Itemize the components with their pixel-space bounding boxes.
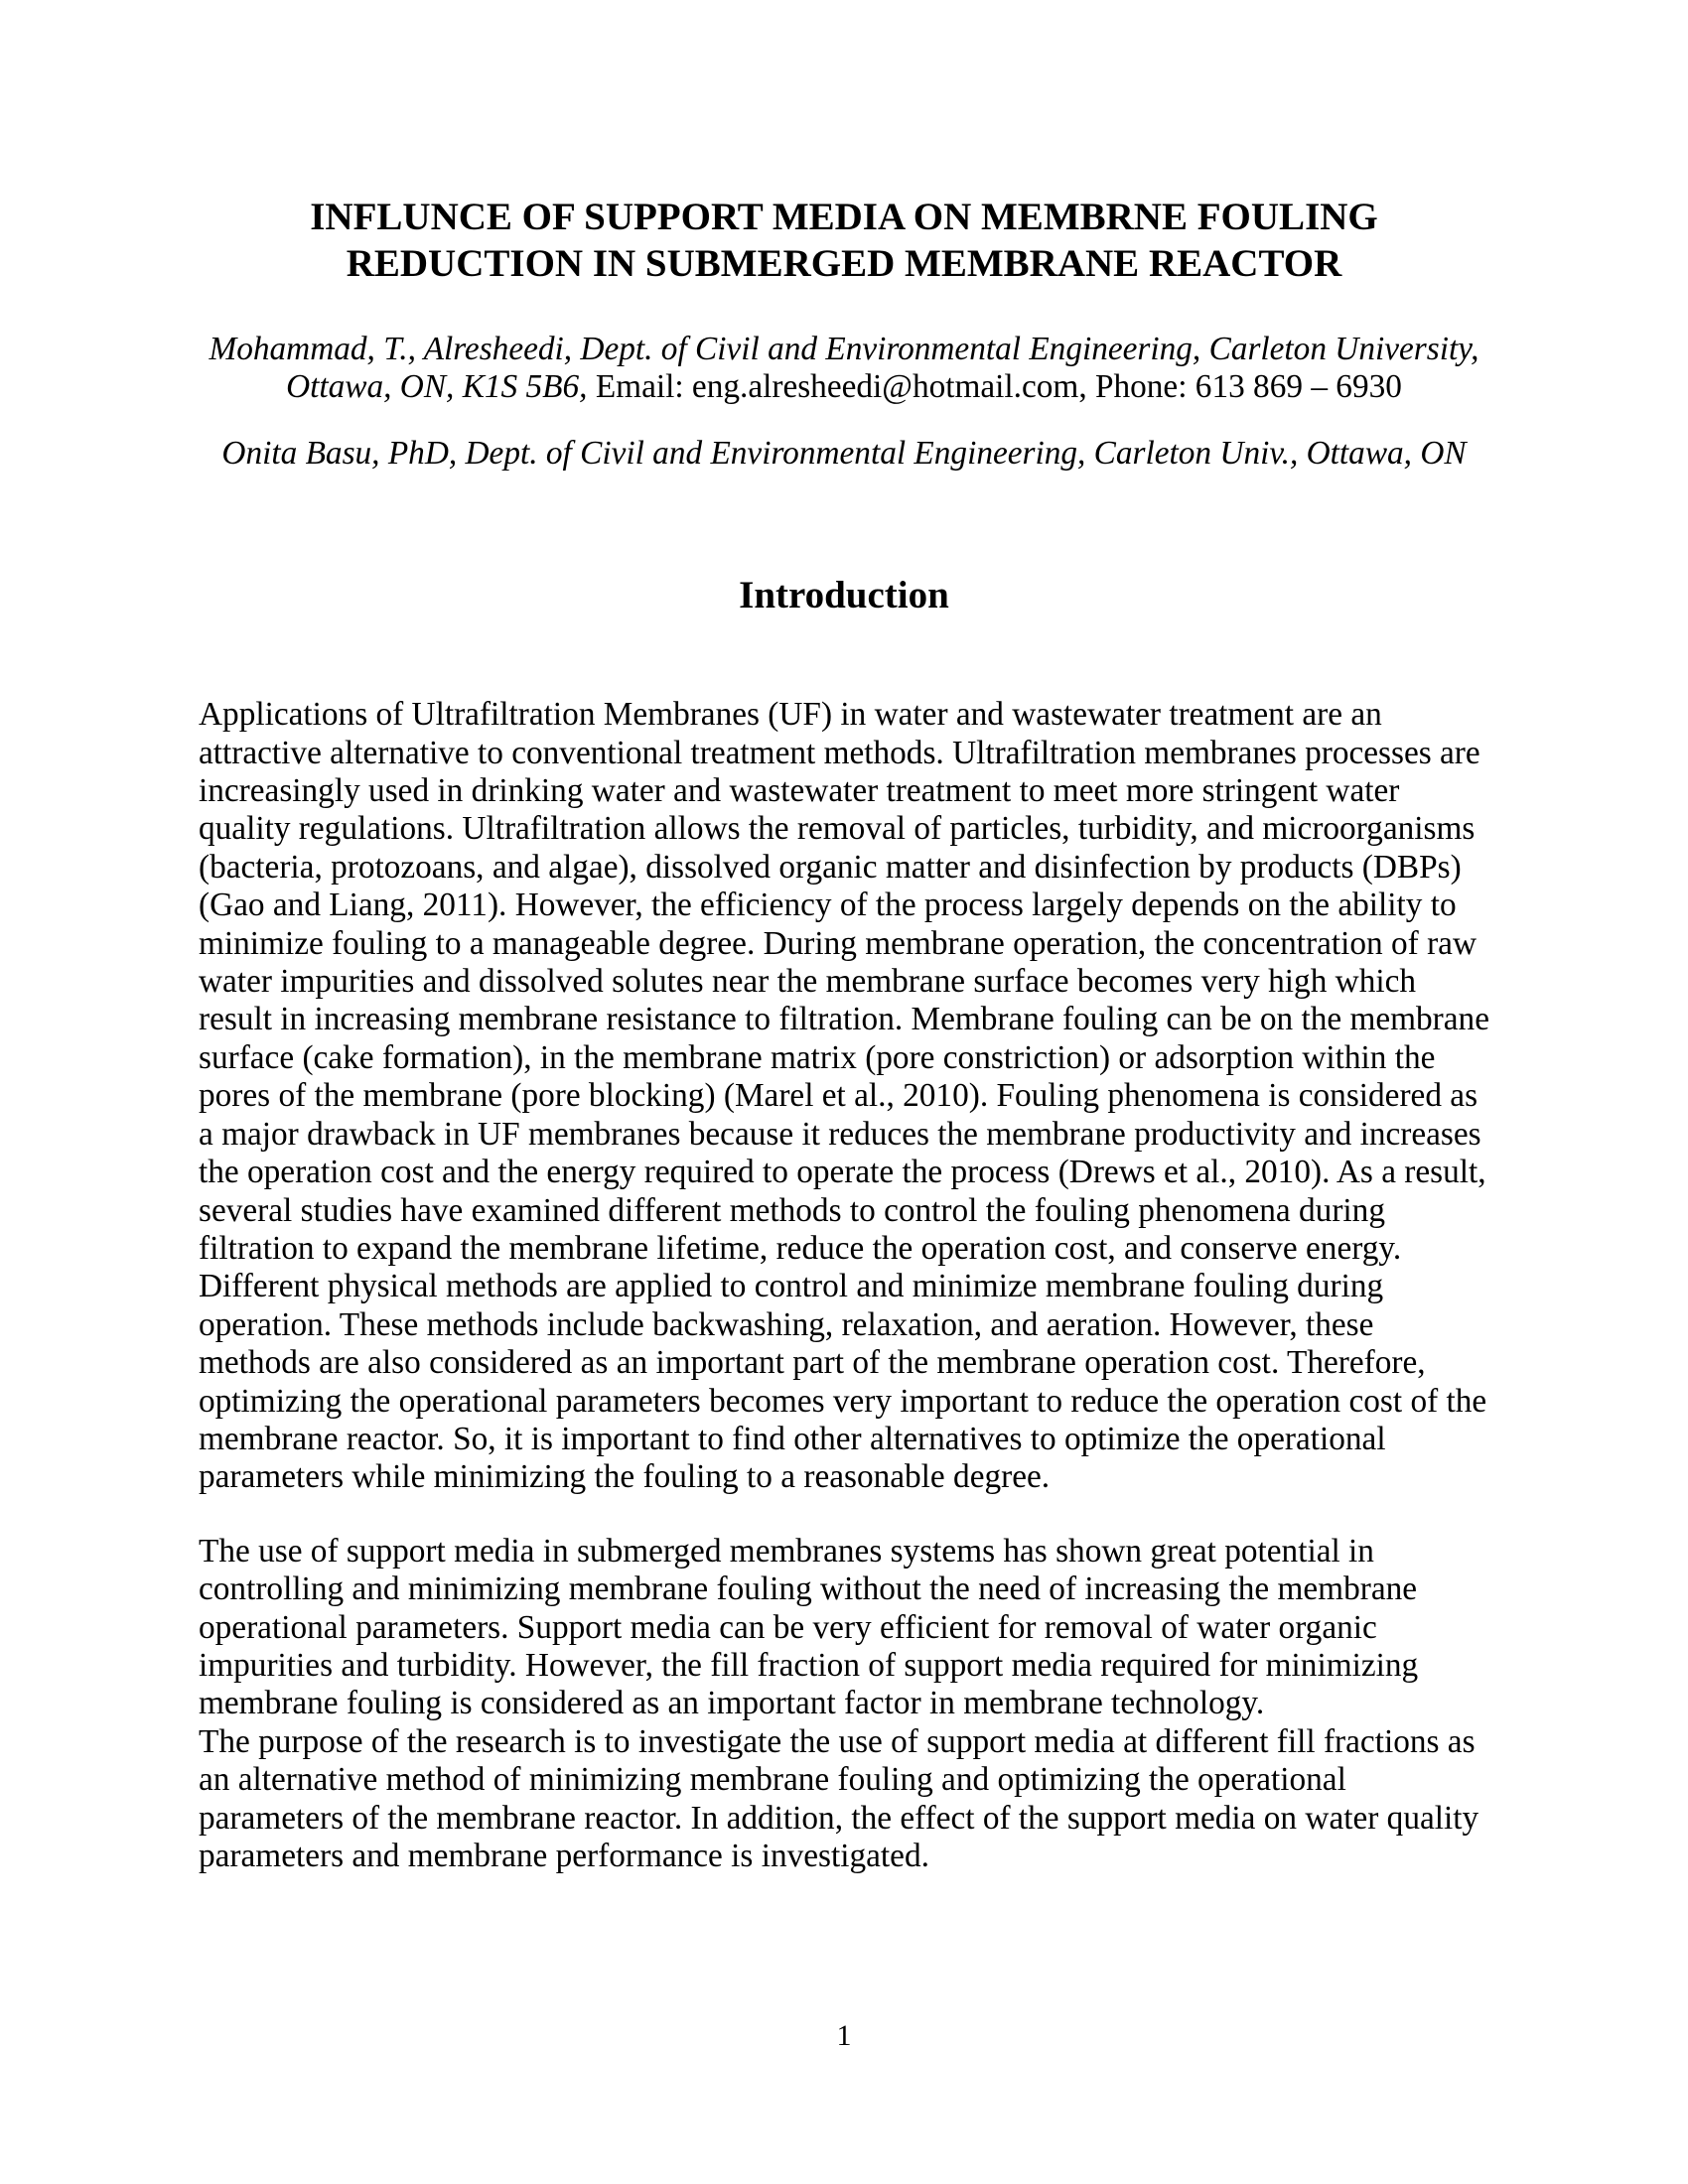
section-heading-introduction: Introduction xyxy=(739,574,949,617)
author-block-1 xyxy=(199,331,1489,407)
paper-title xyxy=(199,194,1489,287)
page-number: 1 xyxy=(836,2019,852,2052)
paragraph-intro-2-part2: The purpose of the research is to investigate the use of support media at different fill fractions as an alternative method of minimizing membrane fouling and optimizing the operational parameters of the membrane reactor. In addition, the effect of the support media on water quality parameters and membrane performance is investigated. xyxy=(199,1722,1479,1874)
author-block-2: Onita Basu, PhD, Dept. of Civil and Environmental Engineering, Carleton Univ., Ottawa, ON xyxy=(221,434,1467,472)
paragraph-intro-2 xyxy=(199,1533,1489,1876)
paragraph-intro-1: Applications of Ultrafiltration Membranes (UF) in water and wastewater treatment are an attractive alternative to conventional treatment methods. Ultrafiltration membranes processes are increasingly used in drinking water and wastewater treatment to meet more stringent water quality regulations. Ultrafiltration allows the removal of particles, turbidity, and microorganisms (bacteria, protozoans, and algae), dissolved organic matter and disinfection by products (DBPs) (Gao and Liang, 2011). However, the efficiency of the process largely depends on the ability to minimize fouling to a manageable degree. During membrane operation, the concentration of raw water impurities and dissolved solutes near the membrane surface becomes very high which result in increasing membrane resistance to filtration. Membrane fouling can be on the membrane surface (cake formation), in the membrane matrix (pore constriction) or adsorption within the pores of the membrane (pore blocking) (Marel et al., 2010). Fouling phenomena is considered as a major drawback in UF membranes because it reduces the membrane productivity and increases the operation cost and the energy required to operate the process (Drews et al., 2010). As a result, several studies have examined different methods to control the fouling phenomena during filtration to expand the membrane lifetime, reduce the operation cost, and conserve energy. Different physical methods are applied to control and minimize membrane fouling during operation. These methods include backwashing, relaxation, and aeration. However, these methods are also considered as an important part of the membrane operation cost. Therefore, optimizing the operational parameters becomes very important to reduce the operation cost of the membrane reactor. So, it is important to find other alternatives to optimize the operational parameters while minimizing the fouling to a reasonable degree. xyxy=(199,696,1489,1496)
author1-contact-info: Email: eng.alresheedi@hotmail.com, Phone: 613 869 – 6930 xyxy=(595,368,1402,406)
paper-title-line2: REDUCTION IN SUBMERGED MEMBRANE REACTOR xyxy=(346,242,1342,285)
paper-title-line1: INFLUNCE OF SUPPORT MEDIA ON MEMBRNE FOULING xyxy=(310,196,1378,238)
paragraph-intro-2-part1: The use of support media in submerged membranes systems has shown great potential in controlling and minimizing membrane fouling without the need of increasing the membrane operational parameters. Support media can be very efficient for removal of water organic impurities and turbidity. However, the fill fraction of support media required for minimizing membrane fouling is considered as an important factor in membrane technology. xyxy=(199,1532,1419,1722)
author1-name-affiliation: Mohammad, T., Alresheedi, Dept. of Civil and Environmental Engineering, Carleton University, Ottawa, ON, K1S 5B6, xyxy=(209,331,1479,406)
